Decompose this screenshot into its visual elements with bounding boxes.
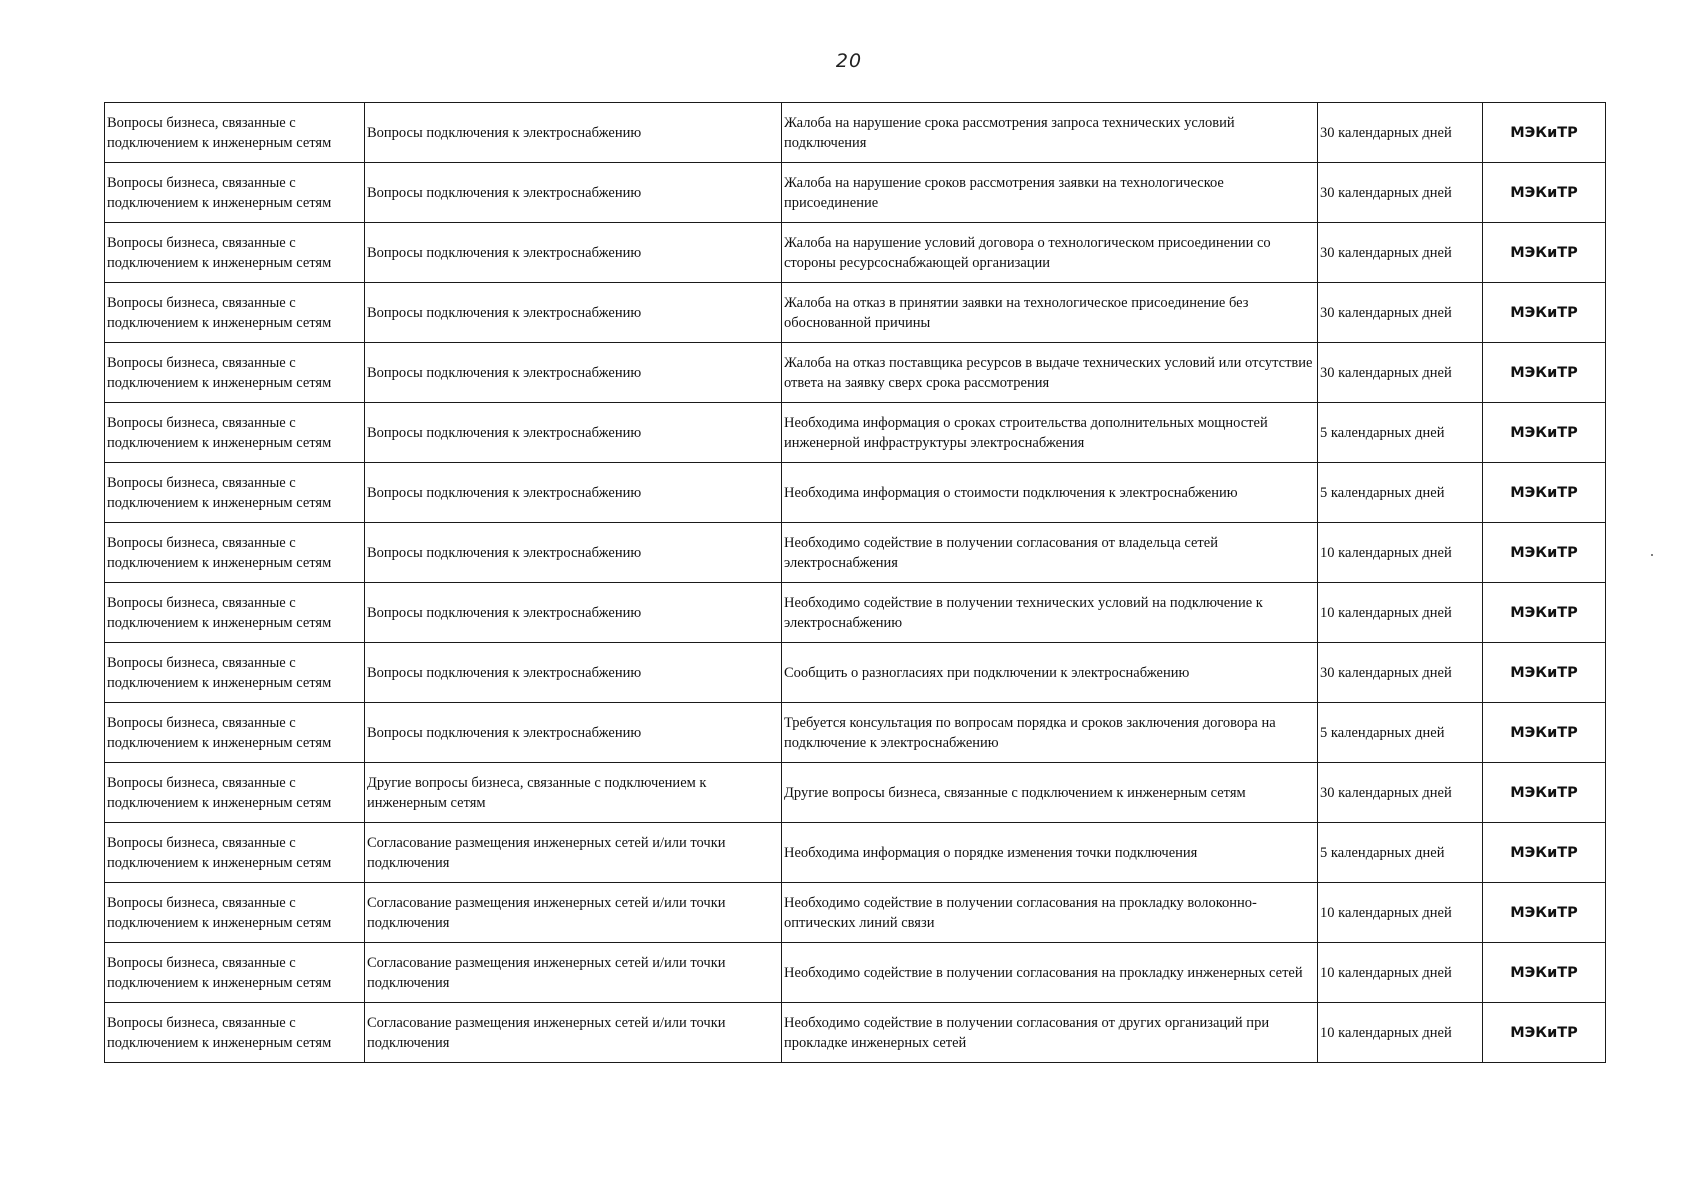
cell-area: Вопросы бизнеса, связанные с подключением к инженерным сетям [105,523,365,583]
cell-topic: Вопросы подключения к электроснабжению [365,463,782,523]
cell-description: Жалоба на отказ поставщика ресурсов в выдаче технических условий или отсутствие ответа на заявку сверх срока рассмотрения [782,343,1318,403]
cell-org: МЭКиТР [1483,763,1606,823]
cell-area: Вопросы бизнеса, связанные с подключением к инженерным сетям [105,343,365,403]
cell-term: 10 календарных дней [1318,1003,1483,1063]
cell-area: Вопросы бизнеса, связанные с подключением к инженерным сетям [105,283,365,343]
table-row [105,1003,1606,1063]
cell-topic: Вопросы подключения к электроснабжению [365,403,782,463]
cell-org: МЭКиТР [1483,1003,1606,1063]
cell-topic: Согласование размещения инженерных сетей и/или точки подключения [365,823,782,883]
page-number: 20 [835,50,863,72]
cell-term: 5 календарных дней [1318,463,1483,523]
cell-term: 30 календарных дней [1318,163,1483,223]
cell-org: МЭКиТР [1483,403,1606,463]
cell-term: 10 календарных дней [1318,883,1483,943]
cell-term: 5 календарных дней [1318,403,1483,463]
cell-org: МЭКиТР [1483,703,1606,763]
table-row [105,703,1606,763]
cell-org: МЭКиТР [1483,583,1606,643]
cell-area: Вопросы бизнеса, связанные с подключением к инженерным сетям [105,223,365,283]
cell-org: МЭКиТР [1483,883,1606,943]
cell-area: Вопросы бизнеса, связанные с подключением к инженерным сетям [105,1003,365,1063]
cell-term: 10 календарных дней [1318,943,1483,1003]
cell-area: Вопросы бизнеса, связанные с подключением к инженерным сетям [105,163,365,223]
cell-description: Сообщить о разногласиях при подключении к электроснабжению [782,643,1318,703]
cell-term: 5 календарных дней [1318,823,1483,883]
cell-org: МЭКиТР [1483,343,1606,403]
cell-description: Необходимо содействие в получении технических условий на подключение к электроснабжению [782,583,1318,643]
table-row [105,583,1606,643]
cell-description: Жалоба на нарушение срока рассмотрения запроса технических условий подключения [782,103,1318,163]
cell-topic: Вопросы подключения к электроснабжению [365,283,782,343]
cell-topic: Вопросы подключения к электроснабжению [365,643,782,703]
cell-topic: Согласование размещения инженерных сетей и/или точки подключения [365,1003,782,1063]
cell-topic: Согласование размещения инженерных сетей и/или точки подключения [365,883,782,943]
cell-topic: Другие вопросы бизнеса, связанные с подключением к инженерным сетям [365,763,782,823]
requests-table-body [105,103,1606,1063]
table-row [105,823,1606,883]
cell-area: Вопросы бизнеса, связанные с подключением к инженерным сетям [105,643,365,703]
table-row [105,883,1606,943]
cell-term: 5 календарных дней [1318,703,1483,763]
cell-description: Необходима информация о сроках строительства дополнительных мощностей инженерной инфраструктуры электроснабжения [782,403,1318,463]
cell-topic: Вопросы подключения к электроснабжению [365,223,782,283]
cell-topic: Вопросы подключения к электроснабжению [365,163,782,223]
table-row [105,163,1606,223]
cell-topic: Вопросы подключения к электроснабжению [365,703,782,763]
cell-description: Необходимо содействие в получении согласования от других организаций при прокладке инженерных сетей [782,1003,1318,1063]
table-row [105,763,1606,823]
table-row [105,943,1606,1003]
cell-area: Вопросы бизнеса, связанные с подключением к инженерным сетям [105,883,365,943]
table-row [105,523,1606,583]
cell-area: Вопросы бизнеса, связанные с подключением к инженерным сетям [105,583,365,643]
cell-topic: Вопросы подключения к электроснабжению [365,523,782,583]
cell-description: Жалоба на нарушение сроков рассмотрения заявки на технологическое присоединение [782,163,1318,223]
cell-term: 30 календарных дней [1318,103,1483,163]
cell-org: МЭКиТР [1483,103,1606,163]
cell-area: Вопросы бизнеса, связанные с подключением к инженерным сетям [105,763,365,823]
cell-term: 30 календарных дней [1318,223,1483,283]
table-row [105,643,1606,703]
cell-topic: Вопросы подключения к электроснабжению [365,103,782,163]
cell-description: Жалоба на отказ в принятии заявки на технологическое присоединение без обоснованной причины [782,283,1318,343]
cell-description: Необходима информация о порядке изменения точки подключения [782,823,1318,883]
cell-term: 30 календарных дней [1318,643,1483,703]
table-row [105,463,1606,523]
table-row [105,283,1606,343]
requests-table [104,102,1606,1063]
cell-org: МЭКиТР [1483,463,1606,523]
table-row [105,103,1606,163]
cell-org: МЭКиТР [1483,283,1606,343]
cell-description: Необходима информация о стоимости подключения к электроснабжению [782,463,1318,523]
cell-area: Вопросы бизнеса, связанные с подключением к инженерным сетям [105,103,365,163]
cell-topic: Вопросы подключения к электроснабжению [365,343,782,403]
cell-description: Необходимо содействие в получении согласования на прокладку инженерных сетей [782,943,1318,1003]
cell-org: МЭКиТР [1483,823,1606,883]
cell-term: 10 календарных дней [1318,523,1483,583]
cell-term: 10 календарных дней [1318,583,1483,643]
cell-org: МЭКиТР [1483,943,1606,1003]
cell-area: Вопросы бизнеса, связанные с подключением к инженерным сетям [105,403,365,463]
cell-description: Требуется консультация по вопросам порядка и сроков заключения договора на подключение к электроснабжению [782,703,1318,763]
cell-org: МЭКиТР [1483,163,1606,223]
cell-org: МЭКиТР [1483,643,1606,703]
cell-area: Вопросы бизнеса, связанные с подключением к инженерным сетям [105,823,365,883]
cell-description: Другие вопросы бизнеса, связанные с подключением к инженерным сетям [782,763,1318,823]
cell-topic: Вопросы подключения к электроснабжению [365,583,782,643]
cell-area: Вопросы бизнеса, связанные с подключением к инженерным сетям [105,943,365,1003]
cell-area: Вопросы бизнеса, связанные с подключением к инженерным сетям [105,463,365,523]
cell-org: МЭКиТР [1483,223,1606,283]
cell-org: МЭКиТР [1483,523,1606,583]
table-row [105,343,1606,403]
table-row [105,403,1606,463]
cell-description: Необходимо содействие в получении согласования на прокладку волоконно-оптических линий связи [782,883,1318,943]
cell-topic: Согласование размещения инженерных сетей и/или точки подключения [365,943,782,1003]
cell-description: Жалоба на нарушение условий договора о технологическом присоединении со стороны ресурсоснабжающей организации [782,223,1318,283]
cell-description: Необходимо содействие в получении согласования от владельца сетей электроснабжения [782,523,1318,583]
table-row [105,223,1606,283]
cell-term: 30 календарных дней [1318,343,1483,403]
cell-area: Вопросы бизнеса, связанные с подключением к инженерным сетям [105,703,365,763]
cell-term: 30 календарных дней [1318,283,1483,343]
cell-term: 30 календарных дней [1318,763,1483,823]
scan-speck [1651,554,1653,556]
